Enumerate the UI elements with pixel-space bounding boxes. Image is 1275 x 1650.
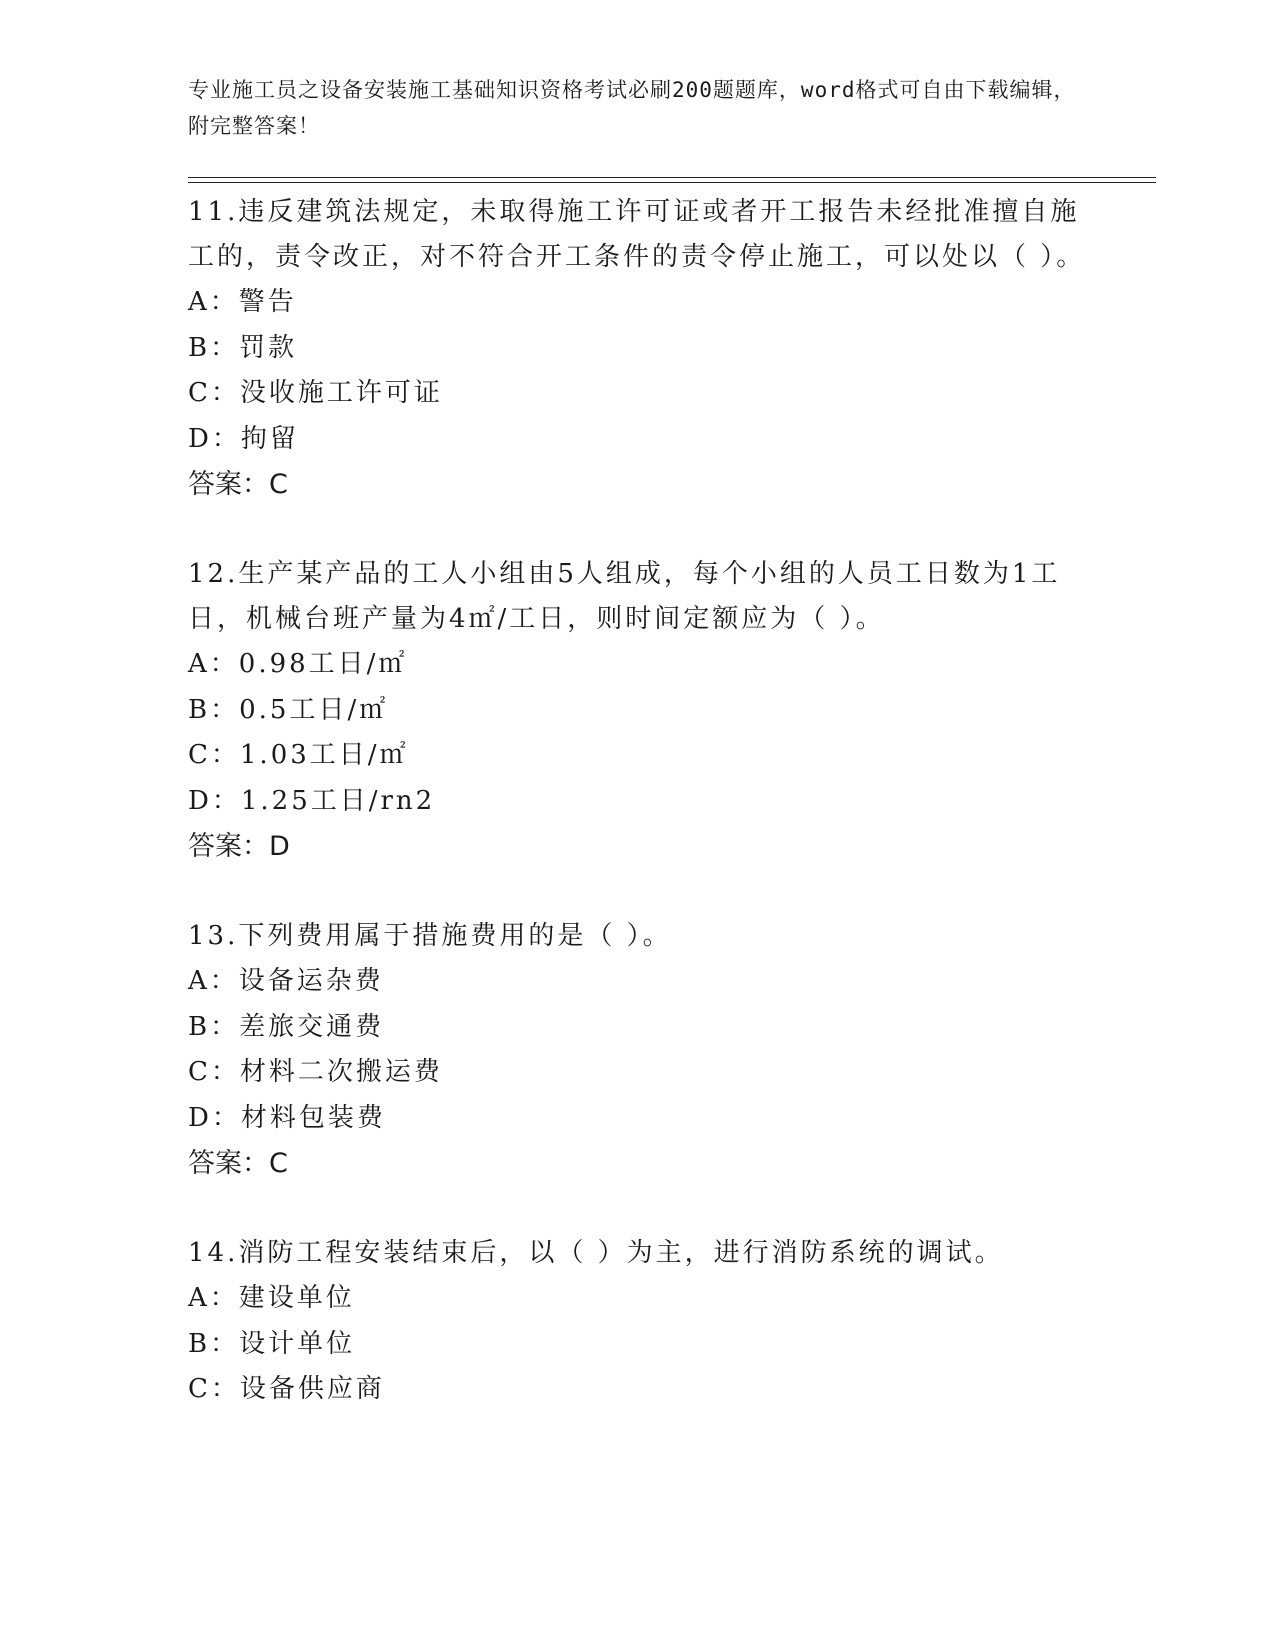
- option-b: B：0.5工日/㎡: [188, 694, 389, 725]
- option-a: A：设备运杂费: [188, 966, 384, 996]
- question-list: [188, 190, 1088, 1413]
- answer: 答案：D: [188, 831, 290, 862]
- header-divider-bottom: [188, 182, 1156, 183]
- question-12: [188, 552, 1088, 870]
- option-b: B：差旅交通费: [188, 1011, 385, 1042]
- question-text: 13.下列费用属于措施费用的是（ ）。: [188, 921, 672, 951]
- header-divider-top: [188, 177, 1156, 178]
- question-13: [188, 914, 1088, 1187]
- option-c: C：没收施工许可证: [188, 378, 443, 408]
- option-b: B：设计单位: [188, 1328, 356, 1359]
- option-a: A：0.98工日/㎡: [188, 649, 408, 679]
- option-a: A：建设单位: [188, 1283, 355, 1313]
- answer: 答案：C: [188, 1148, 288, 1179]
- option-a: A：警告: [188, 287, 297, 317]
- question-14: [188, 1231, 1088, 1413]
- question-text: 12.生产某产品的工人小组由5人组成，每个小组的人员工日数为1工日，机械台班产量为4㎡/工日，则时间定额应为（ ）。: [188, 559, 1061, 634]
- option-c: C：1.03工日/㎡: [188, 740, 409, 770]
- document-title: 专业施工员之设备安装施工基础知识资格考试必刷200题题库，word格式可自由下载编辑，附完整答案！: [188, 78, 1076, 138]
- option-c: C：设备供应商: [188, 1374, 385, 1404]
- answer: 答案：C: [188, 469, 288, 500]
- question-11: [188, 190, 1088, 508]
- option-d: D：材料包装费: [188, 1102, 386, 1133]
- question-text: 11.违反建筑法规定，未取得施工许可证或者开工报告未经批准擅自施工的，责令改正，对不符合开工条件的责令停止施工，可以处以（ ）。: [188, 197, 1086, 272]
- option-d: D：拘留: [188, 423, 299, 454]
- option-d: D：1.25工日/rn2: [188, 785, 436, 816]
- option-b: B：罚款: [188, 332, 298, 363]
- question-text: 14.消防工程安装结束后，以（ ）为主，进行消防系统的调试。: [188, 1238, 1004, 1268]
- option-c: C：材料二次搬运费: [188, 1057, 443, 1087]
